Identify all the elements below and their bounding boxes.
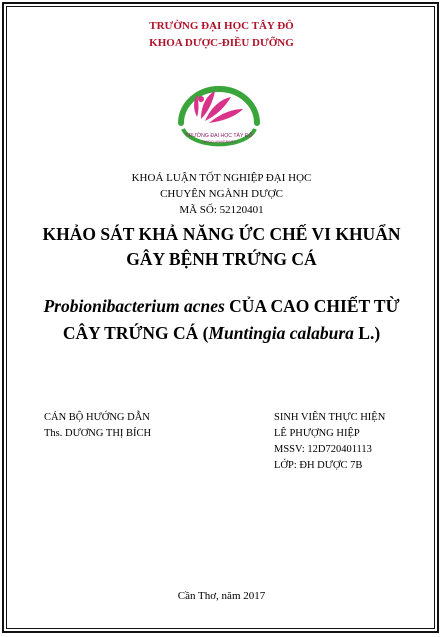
university-logo bbox=[171, 75, 267, 150]
place-date: Cần Thơ, năm 2017 bbox=[177, 590, 266, 602]
school-name: TRƯỜNG ĐẠI HỌC TÂY ĐÔ bbox=[149, 20, 294, 32]
student-class: LỚP: ĐH DƯỢC 7B bbox=[274, 460, 363, 471]
title-line-3 bbox=[20, 293, 423, 320]
title-line-2: GÂY BỆNH TRỨNG CÁ bbox=[126, 249, 317, 269]
plant-name: Muntingia calabura bbox=[208, 323, 354, 343]
faculty-name: KHOA DƯỢC-ĐIỀU DƯỠNG bbox=[149, 37, 294, 49]
title-line-3-rest: CỦA CAO CHIẾT TỪ bbox=[224, 296, 400, 316]
title-line-1: KHẢO SÁT KHẢ NĂNG ỨC CHẾ VI KHUẨN bbox=[42, 224, 401, 244]
student-heading: SINH VIÊN THỰC HIỆN bbox=[274, 412, 386, 423]
logo-subtext: TAYDO UNIVERSITY bbox=[201, 140, 237, 144]
logo-text: TRƯỜNG ĐẠI HỌC TÂY ĐÔ bbox=[185, 133, 253, 139]
title-line-4 bbox=[20, 320, 423, 347]
species-name: Probionibacterium acnes bbox=[43, 296, 225, 316]
taydo-logo-icon bbox=[171, 75, 267, 150]
student-name: LÊ PHƯỢNG HIỆP bbox=[274, 428, 360, 439]
student-block bbox=[274, 410, 385, 474]
supervisor-name: Ths. DƯƠNG THỊ BÍCH bbox=[44, 428, 152, 439]
student-id: MSSV: 12D720401113 bbox=[274, 444, 372, 455]
title-line-4-suffix: L.) bbox=[353, 323, 381, 343]
major: CHUYÊN NGÀNH DƯỢC bbox=[160, 188, 283, 200]
major-code: MÃ SỐ: 52120401 bbox=[179, 204, 264, 216]
supervisor-heading: CÁN BỘ HƯỚNG DẪN bbox=[44, 412, 150, 423]
supervisor-block bbox=[44, 410, 151, 442]
title-line-4-prefix: CÂY TRỨNG CÁ ( bbox=[62, 323, 209, 343]
thesis-type: KHOÁ LUẬN TỐT NGHIỆP ĐẠI HỌC bbox=[131, 172, 312, 184]
